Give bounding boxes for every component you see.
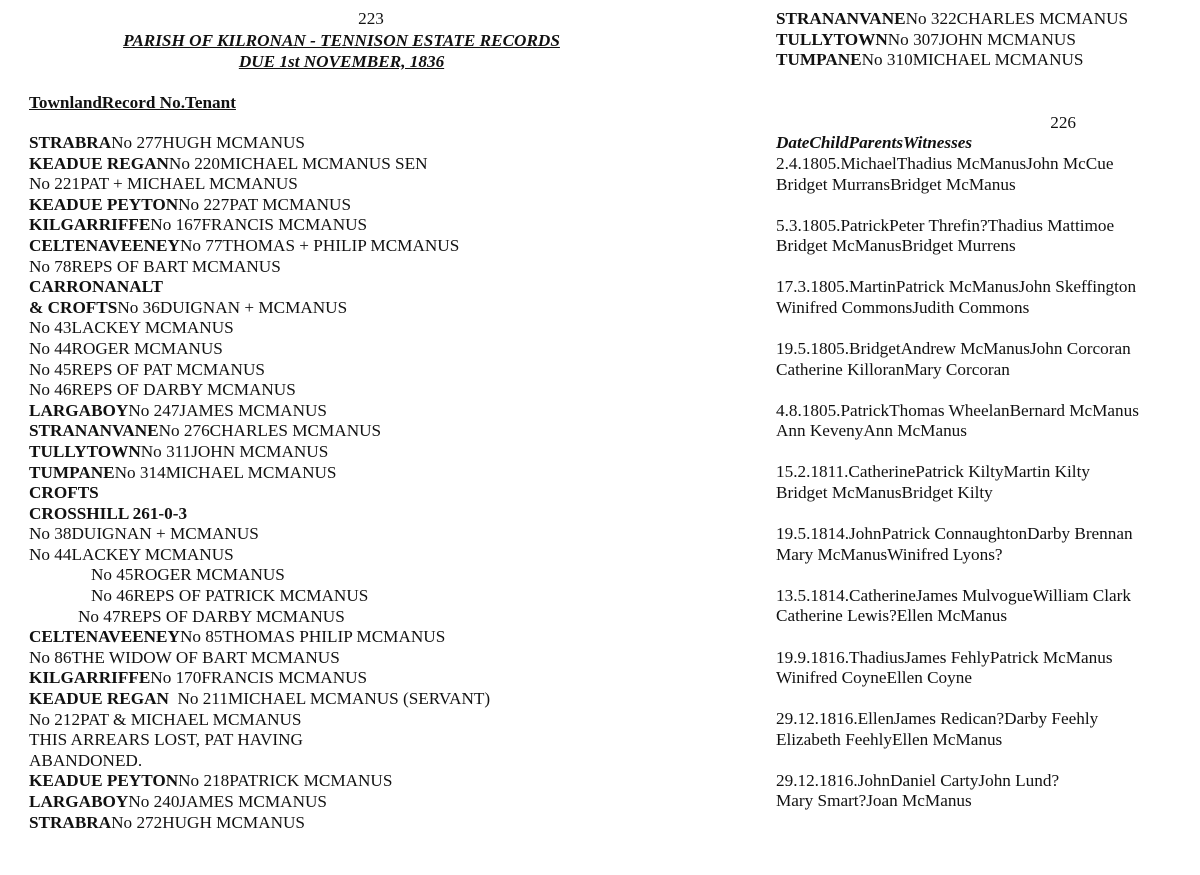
rent-roll-line bbox=[29, 154, 490, 175]
baptism-date-child-parents: 19.9.1816.ThadiusJames FehlyPatrick McManus bbox=[776, 647, 1113, 667]
baptism-column-header: DateChildParentsWitnesses bbox=[776, 133, 973, 152]
rent-roll-line bbox=[29, 339, 490, 360]
record-tenant: No 45REPS OF PAT MCMANUS bbox=[29, 359, 265, 379]
record-tenant: No 212PAT & MICHAEL MCMANUS bbox=[29, 709, 302, 729]
page-number-226: 226 bbox=[1050, 113, 1076, 132]
townland-name: LARGABOY bbox=[29, 792, 129, 811]
record-tenant: No 227PAT MCMANUS bbox=[178, 194, 352, 214]
baptism-date-child-parents: 29.12.1816.EllenJames Redican?Darby Feehly bbox=[776, 709, 1099, 729]
record-tenant: No 220MICHAEL MCMANUS SEN bbox=[168, 153, 428, 173]
townland-name: KEADUE PEYTON bbox=[29, 771, 179, 791]
baptism-mother-witness: Ann KevenyAnn McManus bbox=[776, 421, 967, 441]
record-tenant: No 322CHARLES MCMANUS bbox=[905, 9, 1129, 28]
townland-name: STRABRA bbox=[29, 812, 112, 832]
rent-roll-line bbox=[29, 792, 490, 813]
townland-name: TULLYTOWN bbox=[29, 441, 141, 461]
rent-roll-line bbox=[29, 813, 490, 834]
rent-roll-line bbox=[29, 215, 490, 236]
record-tenant: THIS ARREARS LOST, PAT HAVING bbox=[29, 730, 303, 750]
townland-name: TULLYTOWN bbox=[776, 29, 888, 49]
townland-name: KEADUE REGAN bbox=[29, 153, 169, 173]
townland-name: KEADUE PEYTON bbox=[29, 194, 179, 214]
rent-roll-line bbox=[29, 689, 490, 710]
record-tenant: No 276CHARLES MCMANUS bbox=[158, 421, 382, 441]
rent-roll-line bbox=[29, 565, 490, 586]
record-tenant: No 85THOMAS PHILIP MCMANUS bbox=[179, 627, 446, 647]
rent-roll-list bbox=[29, 133, 490, 833]
rent-roll-line bbox=[29, 401, 490, 422]
record-tenant: No 240JAMES MCMANUS bbox=[128, 792, 327, 811]
rent-roll-line bbox=[29, 710, 490, 731]
record-tenant: No 221PAT + MICHAEL MCMANUS bbox=[29, 174, 298, 194]
baptism-mother-witness: Winifred CoyneEllen Coyne bbox=[776, 668, 972, 688]
page-number-223: 223 bbox=[358, 9, 384, 28]
rent-roll-line bbox=[29, 277, 490, 298]
rent-roll-line bbox=[29, 236, 490, 257]
baptism-date-child-parents: 17.3.1805.MartinPatrick McManusJohn Skeffington bbox=[776, 277, 1137, 297]
rent-roll-continuation bbox=[776, 9, 1128, 71]
record-tenant: No 36DUIGNAN + MCMANUS bbox=[117, 297, 348, 317]
baptism-entry bbox=[776, 154, 1139, 216]
rent-roll-line bbox=[29, 298, 490, 319]
record-tenant: No 218PATRICK MCMANUS bbox=[178, 771, 393, 791]
record-tenant: No 78REPS OF BART MCMANUS bbox=[29, 256, 281, 276]
rent-roll-line bbox=[29, 442, 490, 463]
rent-roll-line bbox=[29, 360, 490, 381]
townland-name: STRABRA bbox=[29, 133, 112, 152]
rent-roll-line bbox=[29, 174, 490, 195]
baptism-date-child-parents: 2.4.1805.MichaelThadius McManusJohn McCue bbox=[776, 154, 1114, 173]
record-tenant: No 311JOHN MCMANUS bbox=[140, 441, 329, 461]
townland-name: CROSSHILL 261-0-3 bbox=[29, 503, 188, 523]
baptism-date-child-parents: 29.12.1816.JohnDaniel CartyJohn Lund? bbox=[776, 770, 1060, 790]
rent-roll-line bbox=[29, 524, 490, 545]
rent-roll-line bbox=[29, 133, 490, 154]
rent-roll-line bbox=[29, 504, 490, 525]
record-tenant: No 44LACKEY MCMANUS bbox=[29, 544, 234, 564]
baptism-entry bbox=[776, 462, 1139, 524]
rent-roll-line bbox=[29, 648, 490, 669]
rent-roll-line bbox=[29, 771, 490, 792]
baptism-entry bbox=[776, 277, 1139, 339]
townland-name: KEADUE REGAN bbox=[29, 689, 169, 709]
record-tenant: No 46REPS OF PATRICK MCMANUS bbox=[91, 586, 369, 606]
record-tenant: No 272HUGH MCMANUS bbox=[111, 812, 305, 832]
baptism-entry bbox=[776, 216, 1139, 278]
townland-name: TUMPANE bbox=[29, 462, 115, 482]
rent-roll-line bbox=[29, 751, 490, 772]
baptism-entry bbox=[776, 339, 1139, 401]
baptism-mother-witness: Bridget MurransBridget McManus bbox=[776, 174, 1016, 194]
rent-roll-line bbox=[29, 195, 490, 216]
baptism-entry bbox=[776, 401, 1139, 463]
townland-name: TUMPANE bbox=[776, 50, 862, 70]
record-tenant: No 38DUIGNAN + MCMANUS bbox=[29, 524, 259, 544]
rent-roll-line bbox=[29, 318, 490, 339]
rent-roll-line bbox=[29, 257, 490, 278]
baptism-date-child-parents: 19.5.1814.JohnPatrick ConnaughtonDarby Brennan bbox=[776, 524, 1133, 544]
record-tenant: No 47REPS OF DARBY MCMANUS bbox=[78, 606, 345, 626]
rent-roll-line bbox=[776, 9, 1128, 30]
rent-roll-line bbox=[29, 668, 490, 689]
townland-name: STRANANVANE bbox=[776, 9, 906, 28]
record-tenant: No 314MICHAEL MCMANUS bbox=[114, 462, 337, 482]
baptism-date-child-parents: 15.2.1811.CatherinePatrick KiltyMartin Kilty bbox=[776, 462, 1090, 482]
rent-roll-line bbox=[29, 483, 490, 504]
townland-name: CELTENAVEENEY bbox=[29, 627, 180, 647]
rent-roll-line bbox=[29, 463, 490, 484]
record-tenant: No 247JAMES MCMANUS bbox=[128, 400, 327, 420]
rent-roll-line bbox=[776, 30, 1128, 51]
record-tenant: No 167FRANCIS MCMANUS bbox=[150, 215, 368, 235]
townland-name: KILGARRIFFE bbox=[29, 668, 151, 688]
townland-name: CARRONANALT bbox=[29, 277, 164, 297]
baptism-mother-witness: Mary Smart?Joan McManus bbox=[776, 791, 972, 811]
rent-roll-column-header: TownlandRecord No.Tenant bbox=[29, 93, 236, 112]
rent-roll-line bbox=[29, 627, 490, 648]
rent-roll-line bbox=[776, 50, 1128, 71]
rent-roll-line bbox=[29, 421, 490, 442]
baptism-entries bbox=[776, 154, 1139, 833]
townland-name: LARGABOY bbox=[29, 400, 129, 420]
baptism-entry bbox=[776, 771, 1139, 833]
document-subtitle: DUE 1st NOVEMBER, 1836 bbox=[238, 52, 445, 71]
townland-name: & CROFTS bbox=[29, 297, 118, 317]
record-tenant: No 46REPS OF DARBY MCMANUS bbox=[29, 380, 296, 400]
rent-roll-line bbox=[29, 730, 490, 751]
baptism-date-child-parents: 5.3.1805.PatrickPeter Threfin?Thadius Mattimoe bbox=[776, 215, 1115, 235]
record-tenant: No 211MICHAEL MCMANUS (SERVANT) bbox=[168, 689, 491, 709]
record-tenant: No 170FRANCIS MCMANUS bbox=[150, 668, 368, 688]
baptism-mother-witness: Catherine Lewis?Ellen McManus bbox=[776, 606, 1008, 626]
record-tenant: No 277HUGH MCMANUS bbox=[111, 133, 305, 152]
baptism-date-child-parents: 4.8.1805.PatrickThomas WheelanBernard McManus bbox=[776, 400, 1139, 420]
document-title: PARISH OF KILRONAN - TENNISON ESTATE RECORDS bbox=[123, 31, 560, 50]
rent-roll-line bbox=[29, 586, 490, 607]
baptism-mother-witness: Catherine KilloranMary Corcoran bbox=[776, 359, 1010, 379]
record-tenant: No 77THOMAS + PHILIP MCMANUS bbox=[179, 235, 460, 255]
townland-name: CELTENAVEENEY bbox=[29, 235, 180, 255]
baptism-date-child-parents: 13.5.1814.CatherineJames MulvogueWilliam Clark bbox=[776, 585, 1131, 605]
baptism-mother-witness: Winifred CommonsJudith Commons bbox=[776, 297, 1030, 317]
record-tenant: No 310MICHAEL MCMANUS bbox=[861, 50, 1084, 70]
rent-roll-line bbox=[29, 380, 490, 401]
rent-roll-line bbox=[29, 607, 490, 628]
townland-name: KILGARRIFFE bbox=[29, 215, 151, 235]
baptism-mother-witness: Bridget McManusBridget Murrens bbox=[776, 236, 1016, 256]
record-tenant: No 43LACKEY MCMANUS bbox=[29, 318, 234, 338]
townland-name: STRANANVANE bbox=[29, 421, 159, 441]
baptism-mother-witness: Mary McManusWinifred Lyons? bbox=[776, 544, 1003, 564]
baptism-mother-witness: Elizabeth FeehlyEllen McManus bbox=[776, 729, 1003, 749]
record-tenant: ABANDONED. bbox=[29, 750, 143, 770]
baptism-entry bbox=[776, 524, 1139, 586]
baptism-entry bbox=[776, 709, 1139, 771]
baptism-date-child-parents: 19.5.1805.BridgetAndrew McManusJohn Corcoran bbox=[776, 339, 1131, 359]
baptism-entry bbox=[776, 586, 1139, 648]
record-tenant: No 44ROGER MCMANUS bbox=[29, 338, 223, 358]
baptism-entry bbox=[776, 648, 1139, 710]
record-tenant: No 86THE WIDOW OF BART MCMANUS bbox=[29, 647, 340, 667]
baptism-mother-witness: Bridget McManusBridget Kilty bbox=[776, 483, 993, 503]
record-tenant: No 307JOHN MCMANUS bbox=[887, 29, 1076, 49]
record-tenant: No 45ROGER MCMANUS bbox=[91, 565, 285, 585]
rent-roll-line bbox=[29, 545, 490, 566]
townland-name: CROFTS bbox=[29, 483, 99, 503]
